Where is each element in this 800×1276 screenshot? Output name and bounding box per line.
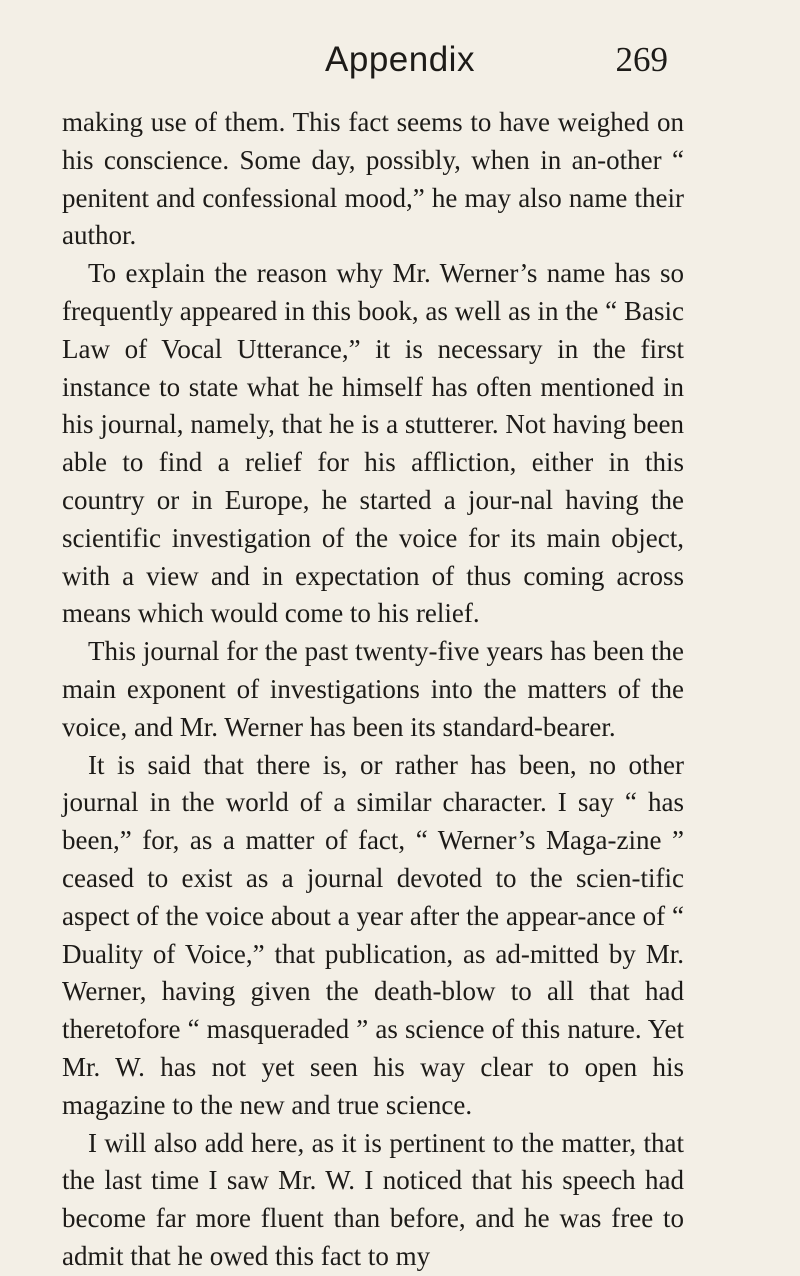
paragraph: I will also add here, as it is pertinent to the matter, that the last time I saw Mr. W. I noticed that his speech had become far more fluent than before, and he was free to admit that he owed this fact to my xyxy=(62,1127,684,1271)
paragraph: This journal for the past twenty-five years has been the main exponent of investigations into the matters of the voice, and Mr. Werner has been its standard-bearer. xyxy=(62,636,684,742)
paragraph: To explain the reason why Mr. Werner’s name has so frequently appeared in this book, as well as in the “ Basic Law of Vocal Utterance,” it is necessary in the first instance to state what he himself has often mentioned in his journal, namely, that he is a stutterer. Not having been able to find a relief for his affliction, either in this country or in Europe, he started a jour-nal having the scientific investigation of the voice for its main object, with a view and in expectation of thus coming across means which would come to his relief. xyxy=(62,258,684,629)
page-header xyxy=(0,38,800,88)
body-text xyxy=(62,104,684,1276)
page-number: 269 xyxy=(615,40,668,79)
paragraph-continuation: making use of them. This fact seems to have weighed on his conscience. Some day, possibly, when in an-other “ penitent and confessional mood,” he may also name their author. xyxy=(62,107,684,251)
running-head: Appendix xyxy=(325,40,475,79)
paragraph: It is said that there is, or rather has been, no other journal in the world of a similar character. I say “ has been,” for, as a matter of fact, “ Werner’s Maga-zine ” ceased to exist as a journal devoted to the scien-tific aspect of the voice about a year after the appear-ance of “ Duality of Voice,” that publication, as ad-mitted by Mr. Werner, having given the death-blow to all that had theretofore “ masqueraded ” as science of this nature. Yet Mr. W. has not yet seen his way clear to open his magazine to the new and true science. xyxy=(62,749,684,1120)
